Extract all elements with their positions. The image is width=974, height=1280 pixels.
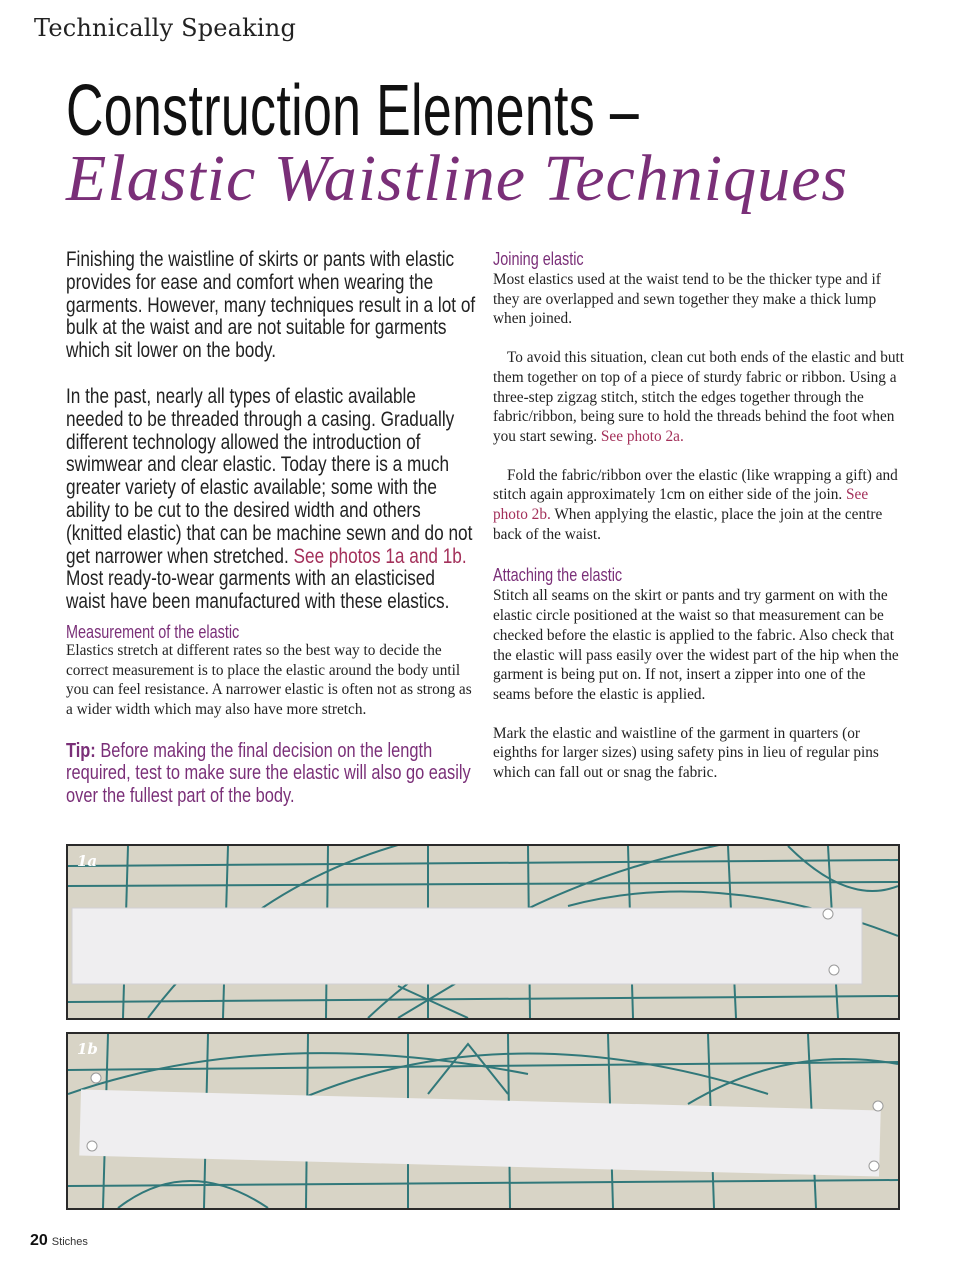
photo-1b-label: 1b xyxy=(77,1040,98,1058)
history-text-cont: Most ready-to-wear garments with an elasticised waist have been manufactured with these elastics. xyxy=(66,566,450,614)
section-label: Technically Speaking xyxy=(34,14,297,42)
history-text: In the past, nearly all types of elastic available needed to be threaded through a casing. Gradually different technology allowed the introduction of swimwear and clear elastic. Today there is a much greater variety of elastic available; some with the ability to be cut to the desired width and others (knitted elastic) that can be machine sewn and do not get narrower when stretched. xyxy=(66,383,473,568)
history-paragraph xyxy=(66,385,478,613)
attaching-heading: Attaching the elastic xyxy=(493,564,623,586)
intro-paragraph: Finishing the waistline of skirts or pants with elastic provides for ease and comfort when wearing the garments. However, many techniques result in a lot of bulk at the waist and are not suitable for garments which sit lower on the body. xyxy=(66,247,476,363)
attaching-paragraph-1: Stitch all seams on the skirt or pants and try garment on with the elastic circle positioned at the waist so that measurement can be checked before the elastic is applied to the fabric. Also check that the elastic will pass easily over the widest part of the hip when the garment is being put on. If not, insert a zipper into one of the seams before the elastic is applied. xyxy=(493,587,899,703)
right-column xyxy=(493,248,905,783)
photo-1a-label: 1a xyxy=(77,852,98,870)
photo-1a-image xyxy=(68,846,898,1018)
attaching-paragraph-2: Mark the elastic and waistline of the garment in quarters (or eighths for larger sizes) using safety pins in lieu of regular pins which can fall out or snag the fabric. xyxy=(493,724,879,782)
photo-1b xyxy=(66,1032,900,1210)
photo-2b-link[interactable]: See photo 2b. xyxy=(493,486,869,524)
page-subtitle: Elastic Waistline Techniques xyxy=(66,142,849,215)
tip-paragraph xyxy=(66,740,478,808)
measurement-heading: Measurement of the elastic xyxy=(66,620,240,642)
photo-1b-image xyxy=(68,1034,898,1208)
magazine-name: Stiches xyxy=(51,1236,88,1248)
photo-1a xyxy=(66,844,900,1020)
tip-label: Tip: xyxy=(66,738,96,762)
joining-paragraph-3 xyxy=(493,466,905,545)
joining-heading: Joining elastic xyxy=(493,248,584,269)
joining-paragraph-2 xyxy=(493,348,905,447)
tip-text: Before making the final decision on the length required, test to make sure the elastic will also go easily over the fullest part of the body. xyxy=(66,738,471,807)
joining-text-3b: When applying the elastic, place the join at the centre back of the waist. xyxy=(493,506,883,543)
joining-text-3: Fold the fabric/ribbon over the elastic (like wrapping a gift) and stitch again approximately 1cm on either side of the join. xyxy=(493,466,898,504)
photo-2a-link[interactable]: See photo 2a. xyxy=(600,427,684,445)
page-footer xyxy=(30,1232,88,1250)
joining-text-2: To avoid this situation, clean cut both ends of the elastic and butt them together on top of a piece of sturdy fabric or ribbon. Using a three-step zigzag stitch, stitch the edges together through the fabric/ribbon, being sure to hold the threads behind the foot when you start sewing. xyxy=(493,349,904,445)
left-column xyxy=(66,248,478,807)
joining-paragraph-1: Most elastics used at the waist tend to be the thicker type and if they are overlapped and sewn together they make a thick lump when joined. xyxy=(493,271,881,328)
page-number: 20 xyxy=(30,1232,48,1249)
photos-1a-1b-link[interactable]: See photos 1a and 1b. xyxy=(293,543,467,568)
page-title: Construction Elements – xyxy=(66,71,640,151)
measurement-paragraph: Elastics stretch at different rates so the best way to decide the correct measurement is to place the elastic around the body until you can feel resistance. A narrower elastic is often not as strong as a wider width which may also have more stretch. xyxy=(66,641,472,719)
